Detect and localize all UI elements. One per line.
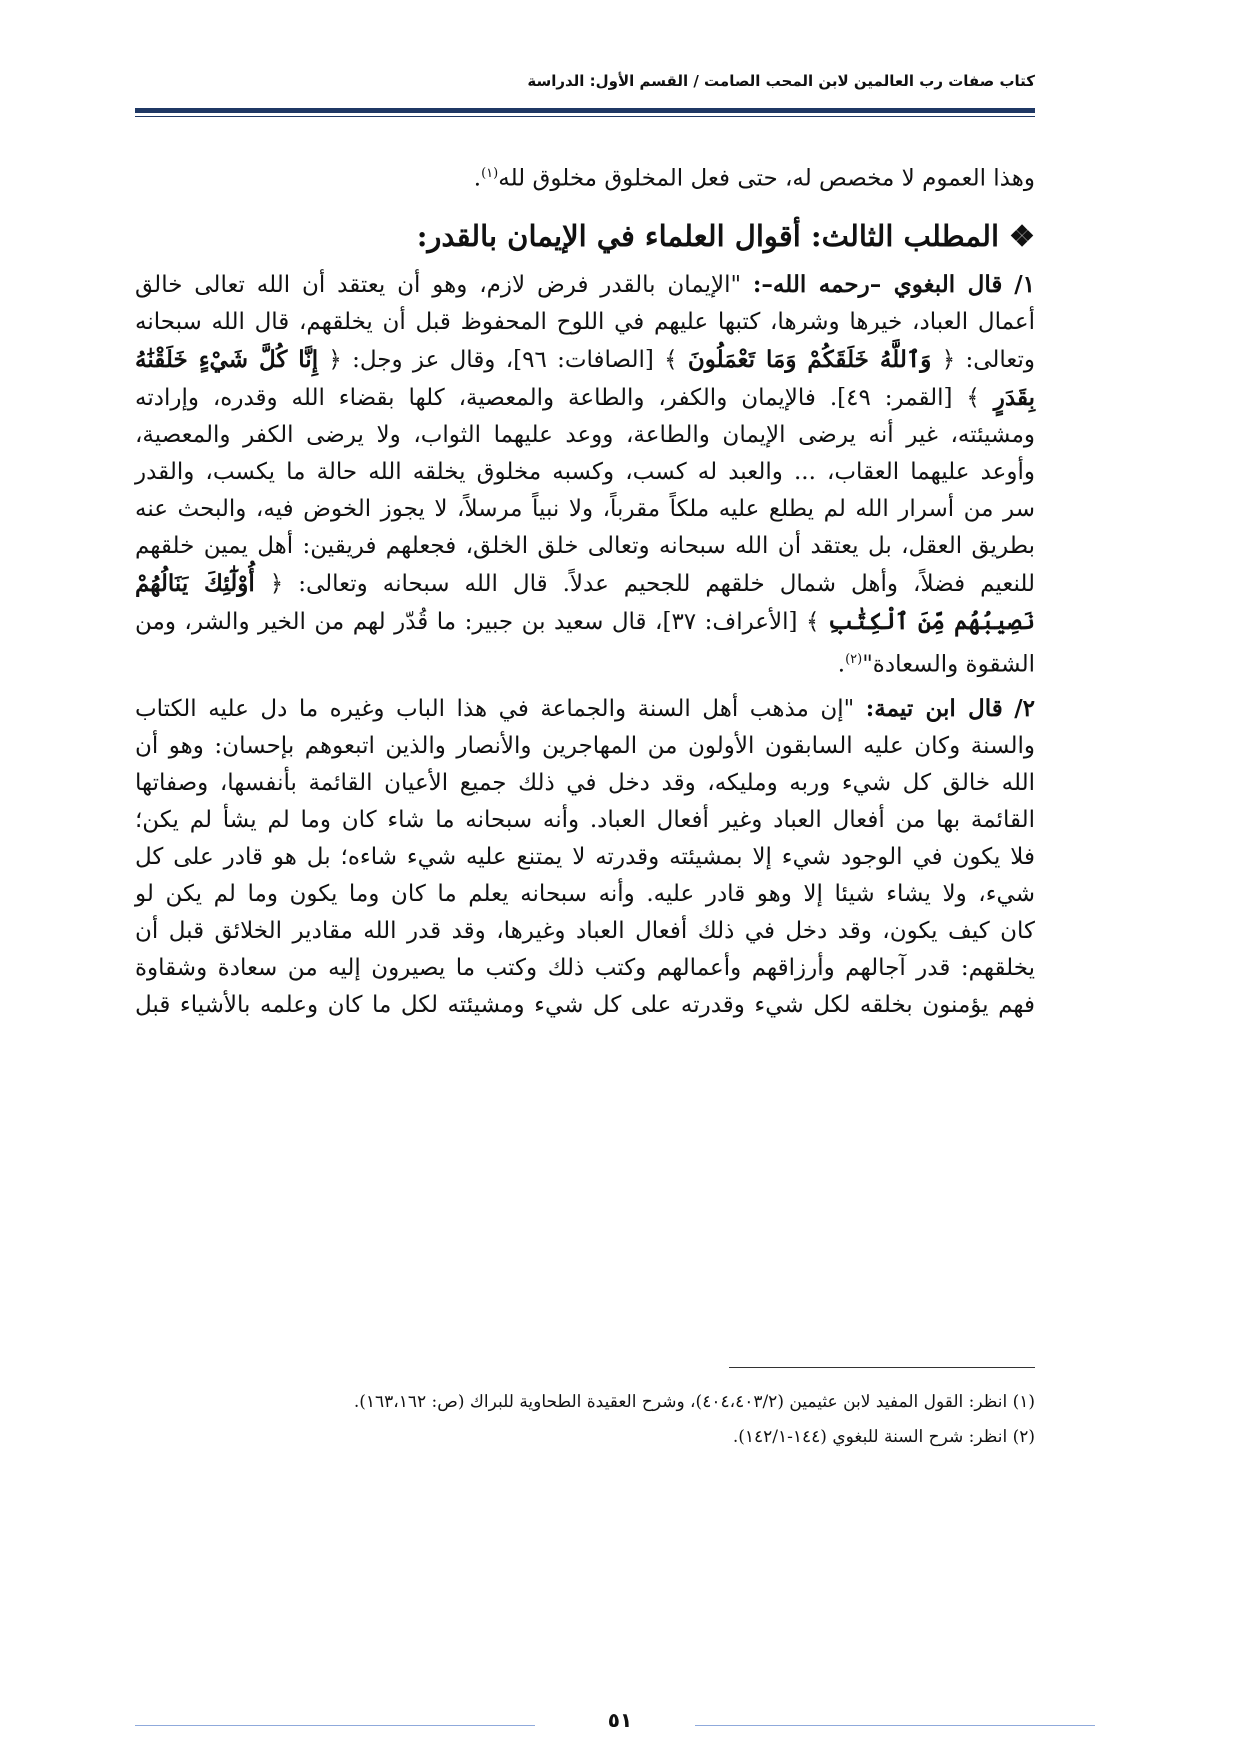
p2-line-6: شيء، ولا يشاء شيئا إلا وهو قادر عليه. وأنه سبحانه يعلم ما كان وما يكون وما لم يكن لو: [135, 881, 1035, 908]
intro-end: .: [473, 165, 482, 192]
p1-text-9: للنعيم فضلاً، وأهل شمال خلقهم للجحيم عدلاً. قال الله سبحانه وتعالى: ﴿: [269, 570, 1036, 597]
p2-text-1: "إن مذهب أهل السنة والجماعة في هذا الباب وغيره ما دل عليه الكتاب: [135, 696, 866, 723]
p1-speaker: قال البغوي –رحمه الله–:: [752, 270, 1003, 298]
p1-line-2: أعمال العباد، خيرها وشرها، كتبها عليهم في اللوح المحفوظ قبل أن يخلقهم، قال الله سبحانه: [135, 308, 1035, 335]
p1-line-3: [135, 341, 1035, 379]
p1-text-11: الشقوة والسعادة": [862, 651, 1035, 678]
quran-verse-1: وَٱللَّهُ خَلَقَكُمْ وَمَا تَعْمَلُونَ: [687, 345, 932, 373]
quran-verse-2-part-2: بِقَدَرٍ: [993, 383, 1035, 411]
header-rule-thick: [135, 108, 1035, 113]
intro-text: وهذا العموم لا مخصص له، حتى فعل المخلوق مخلوق لله: [498, 165, 1035, 192]
footnote-ref-2: (٢): [845, 651, 863, 667]
p1-line-5: ومشيئته، غير أنه يرضى الإيمان والطاعة، ووعد عليهما الثواب، ولا يرضى الكفر والمعصية،: [135, 421, 1035, 448]
footer-rule-left: [135, 1725, 535, 1726]
quran-verse-2-part-1: إِنَّا كُلَّ شَيْءٍ خَلَقْنَٰهُ: [135, 345, 319, 373]
main-text: [135, 155, 1035, 1024]
p1-line-8: بطريق العقل، بل يعتقد أن الله سبحانه وتعالى خلق الخلق، فجعلهم فريقين: أهل يمين خلقهم: [135, 532, 1035, 559]
intro-line: [135, 155, 1035, 198]
footnote-separator: [729, 1367, 1035, 1368]
quran-verse-3-part-1: أُوْلَٰٓئِكَ يَنَالُهُمْ: [135, 569, 255, 597]
p1-end: .: [837, 651, 846, 678]
footnote-ref-1: (١): [481, 166, 499, 181]
p2-line-3: الله خالق كل شيء وربه ومليكه، وقد دخل في ذلك جميع الأعيان القائمة بأنفسها، وصفاتها: [135, 770, 1035, 797]
p2-line-8: يخلقهم: قدر آجالهم وأرزاقهم وأعمالهم وكتب ذلك وكتب ما يصيرون إليه من سعادة وشقاوة: [135, 955, 1035, 982]
p2-line-9: فهم يؤمنون بخلقه لكل شيء وقدرته على كل شيء ومشيئته لكل ما كان وعلمه بالأشياء قبل: [135, 992, 1035, 1019]
section-heading: [135, 206, 1035, 266]
p1-line-4: [135, 379, 1035, 417]
p1-text-4: ﴾ [القمر: ٤٩]. فالإيمان والكفر، والطاعة والمعصية، كلها بقضاء الله وقدره، وإرادته: [135, 384, 980, 411]
p1-line-11: [135, 641, 1035, 684]
p2-line-4: القائمة بها من أفعال العباد وغير أفعال العباد. وأنه سبحانه ما شاء كان وما لم يشأ لم يكن؛: [135, 807, 1035, 834]
p2-line-7: كان كيف يكون، وقد دخل في ذلك أفعال العباد وغيرها، وقد قدر الله مقادير الخلائق قبل أن: [135, 918, 1035, 945]
p1-line-6: وأوعد عليهما العقاب، ... والعبد له كسب، وكسبه مخلوق يخلقه الله حالة ما يكسب، والقدر: [135, 458, 1035, 485]
footnotes: [135, 1385, 1035, 1455]
p1-text-10: ﴾ [الأعراف: ٣٧]، قال سعيد بن جبير: ما قُدّر لهم من الخير والشر، ومن: [135, 608, 820, 635]
p1-line-7: سر من أسرار الله لم يطلع عليه ملكاً مقرباً، ولا نبياً مرسلاً، لا يجوز الخوض فيه، والبحث عنه: [135, 495, 1035, 522]
p1-number: ١/: [1014, 270, 1036, 298]
footnote-1: (١) انظر: القول المفيد لابن عثيمين (٤٠٤،٤٠٣/٢)، وشرح العقيدة الطحاوية للبراك (ص: ١٦٣،١٦٢).: [353, 1392, 1035, 1412]
p2-number: ٢/: [1014, 695, 1035, 723]
footnote-2: (٢) انظر: شرح السنة للبغوي (١٤٤-١٤٢/١).: [732, 1427, 1035, 1447]
page-number: ٥١: [607, 1708, 633, 1732]
p2-speaker: قال ابن تيمة:: [865, 695, 1003, 723]
p2-line-2: والسنة وكان عليه السابقون الأولون من المهاجرين والأنصار والذين اتبعوهم بإحسان: وهو أن: [135, 733, 1035, 760]
p1-text-3b: ﴾ [الصافات: ٩٦]، وقال عز وجل: ﴿: [328, 346, 678, 373]
p1-line-1: [135, 266, 1035, 304]
section-heading-text: المطلب الثالث: أقوال العلماء في الإيمان بالقدر:: [416, 218, 999, 253]
p1-text-3a: وتعالى: ﴿: [941, 346, 1035, 373]
p1-line-10: [135, 603, 1035, 641]
footer-rule-right: [695, 1725, 1095, 1726]
p1-line-9: [135, 565, 1035, 603]
quran-verse-3-part-2: نَصِيبُهُم مِّنَ ٱلْكِتَٰبِ: [827, 607, 1035, 635]
diamond-bullet-icon: ❖: [1009, 218, 1035, 253]
p2-line-5: فلا يكون في الوجود شيء إلا بمشيئته وقدرته لا يمتنع عليه شيء شاءه؛ بل هو قادر على كل: [135, 844, 1035, 871]
running-header: كتاب صفات رب العالمين لابن المحب الصامت / القسم الأول: الدراسة: [527, 72, 1035, 90]
p2-line-1: [135, 690, 1035, 728]
header-rule-thin: [135, 116, 1035, 117]
p1-text-1: "الإيمان بالقدر فرض لازم، وهو أن يعتقد أن الله تعالى خالق: [135, 271, 753, 298]
